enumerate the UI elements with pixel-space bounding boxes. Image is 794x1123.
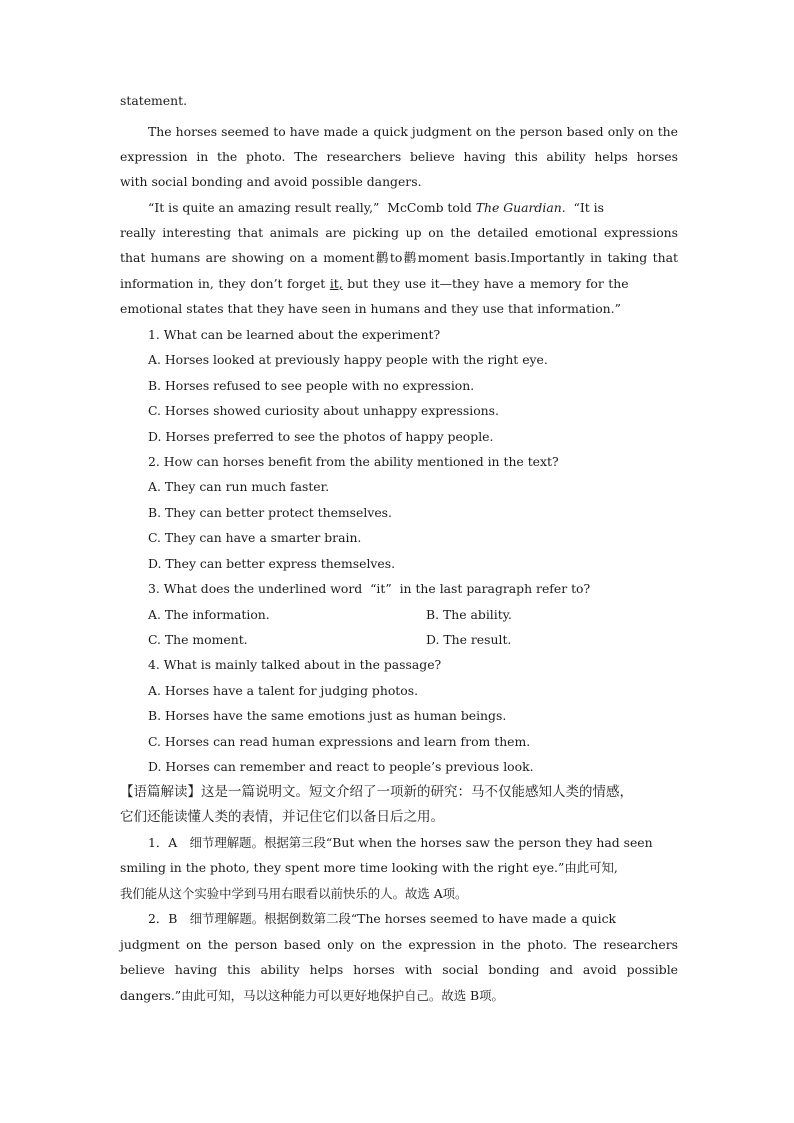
passage-line (120, 276, 678, 292)
question-option: C. Horses can read human expressions and learn from them. (148, 734, 531, 749)
question-option: A. Horses looked at previously happy people with the right eye. (148, 352, 548, 367)
quote-text: . “It is (561, 200, 604, 215)
question-option: B. Horses refused to see people with no expression. (148, 378, 475, 393)
passage-line: that humans are showing on a moment鹳to鹳moment basis.Importantly in taking that (120, 250, 678, 265)
publication-title: The Guardian (475, 200, 562, 215)
question-option: B. The ability. (426, 607, 512, 622)
question-option: D. They can better express themselves. (148, 556, 396, 571)
question-stem: 2. How can horses benefit from the ability mentioned in the text? (148, 454, 559, 469)
question-option: A. They can run much faster. (148, 479, 330, 494)
passage-line: statement. (120, 93, 188, 108)
passage-line: emotional states that they have seen in humans and they use that information.” (120, 301, 621, 316)
answer-explanation: 我们能从这个实验中学到马用右眼看以前快乐的人。故选 A项。 (120, 886, 468, 901)
answer-explanation: dangers.”由此可知，马以这种能力可以更好地保护自己。故选 B项。 (120, 988, 504, 1003)
question-stem: 1. What can be learned about the experiment? (148, 327, 441, 342)
underlined-word: it, (329, 276, 343, 291)
answer-explanation: believe having this ability helps horses with social bonding and avoid possible (120, 962, 678, 977)
answer-explanation: 2．B 细节理解题。根据倒数第二段“The horses seemed to have made a quick (148, 911, 617, 926)
question-stem: 4. What is mainly talked about in the passage? (148, 657, 442, 672)
answer-explanation: smiling in the photo, they spent more time looking with the right eye.”由此可知, (120, 860, 618, 875)
question-option: C. Horses showed curiosity about unhappy expressions. (148, 403, 499, 418)
passage-text: information in, they don’t forget (120, 276, 330, 291)
question-option: A. Horses have a talent for judging photos. (148, 683, 419, 698)
question-option: A. The information. (148, 607, 270, 622)
question-stem: 3. What does the underlined word “it” in the last paragraph refer to? (148, 581, 591, 596)
analysis-heading: 【语篇解读】这是一篇说明文。短文介绍了一项新的研究：马不仅能感知人类的情感， (120, 784, 633, 800)
question-option: D. Horses preferred to see the photos of happy people. (148, 429, 494, 444)
passage-line (148, 200, 604, 216)
quote-text: “It is quite an amazing result really,” McComb told (148, 200, 476, 215)
passage-line: really interesting that animals are picking up on the detailed emotional expressions (120, 225, 678, 240)
question-option: D. The result. (426, 632, 512, 647)
question-option: C. They can have a smarter brain. (148, 530, 362, 545)
answer-explanation: judgment on the person based only on the expression in the photo. The researchers (120, 937, 678, 952)
question-option: D. Horses can remember and react to people’s previous look. (148, 759, 534, 774)
passage-line: The horses seemed to have made a quick judgment on the person based only on the (148, 124, 678, 139)
question-option: B. Horses have the same emotions just as human beings. (148, 708, 507, 723)
passage-line: with social bonding and avoid possible dangers. (120, 174, 422, 189)
answer-explanation: 1．A 细节理解题。根据第三段“But when the horses saw the person they had seen (148, 835, 653, 850)
analysis-text: 它们还能读懂人类的表情，并记住它们以备日后之用。 (120, 809, 444, 825)
question-option: C. The moment. (148, 632, 248, 647)
passage-text: but they use it—they have a memory for the (342, 276, 629, 291)
passage-line: expression in the photo. The researchers believe having this ability helps horses (120, 149, 678, 164)
question-option: B. They can better protect themselves. (148, 505, 392, 520)
